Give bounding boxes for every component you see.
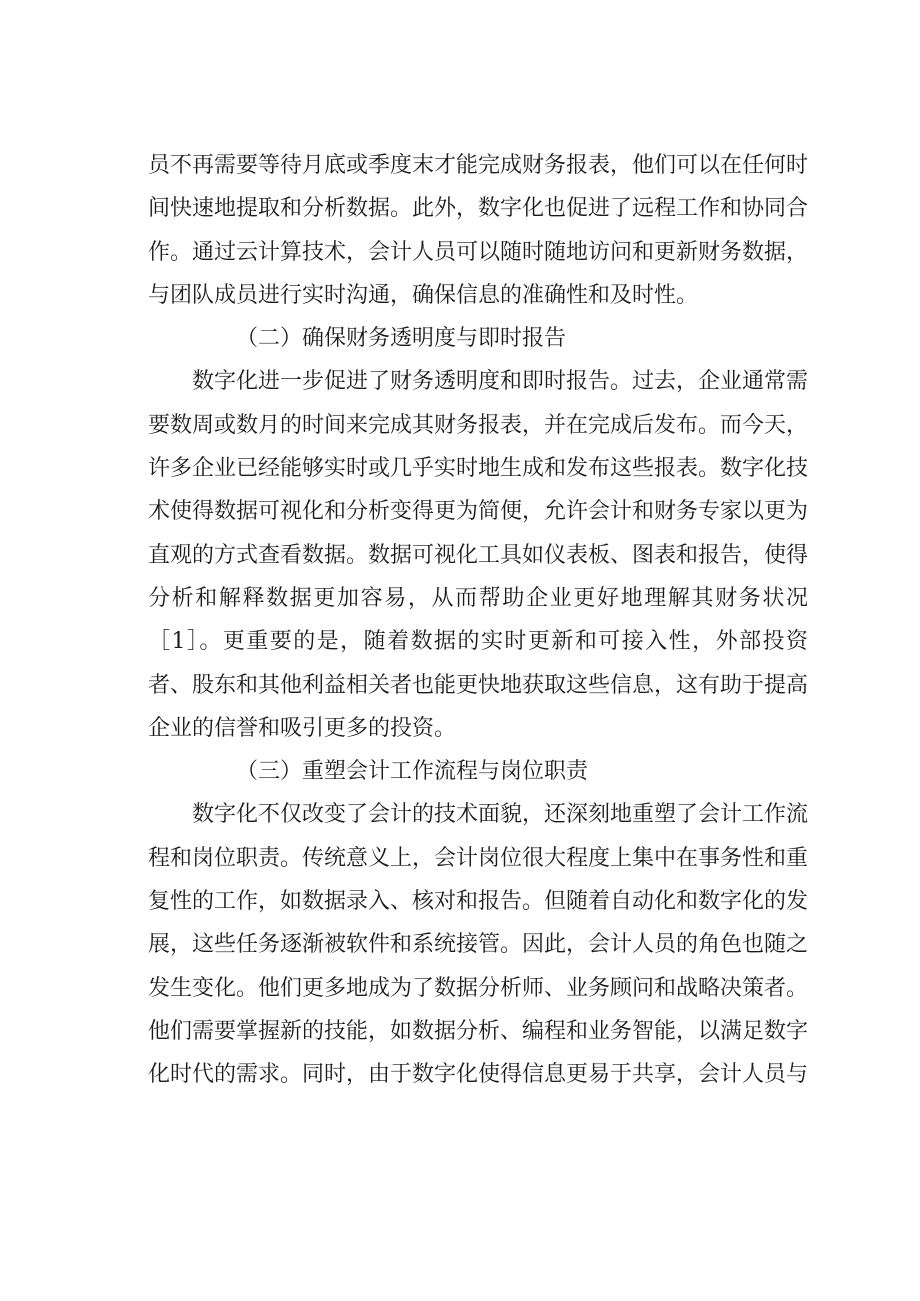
section-heading-2-text: （二）确保财务透明度与即时报告 bbox=[236, 326, 567, 352]
paragraph-transparency: 数字化进一步促进了财务透明度和即时报告。过去，企业通常需要数周或数月的时间来完成其财务报表，并在完成后发布。而今天，许多企业已经能够实时或几乎实时地生成和发布这些报表。数字化技术使得数据可视化和分析变得更为简便，允许会计和财务专家以更为直观的方式查看数据。数据可视化工具如仪表板、图表和报告，使得分析和解释数据更加容易，从而帮助企业更好地理解其财务状况［1］。更重要的是，随着数据的实时更新和可接入性，外部投资者、股东和其他利益相关者也能更快地获取这些信息，这有助于提高企业的信誉和吸引更多的投资。 bbox=[148, 369, 809, 741]
section-heading-3 bbox=[148, 750, 808, 793]
section-heading-3-text: （三）重塑会计工作流程与岗位职责 bbox=[236, 759, 589, 785]
paragraph-workflow: 数字化不仅改变了会计的技术面貌，还深刻地重塑了会计工作流程和岗位职责。传统意义上，会计岗位很大程度上集中在事务性和重复性的工作，如数据录入、核对和报告。但随着自动化和数字化的发展，这些任务逐渐被软件和系统接管。因此，会计人员的角色也随之发生变化。他们更多地成为了数据分析师、业务顾问和战略决策者。他们需要掌握新的技能，如数据分析、编程和业务智能，以满足数字化时代的需求。同时，由于数字化使得信息更易于共享，会计人员与 bbox=[148, 802, 809, 1088]
paragraph-continuation: 员不再需要等待月底或季度末才能完成财务报表，他们可以在任何时间快速地提取和分析数据。此外，数字化也促进了远程工作和协同合作。通过云计算技术，会计人员可以随时随地访问和更新财务数据，与团队成员进行实时沟通，确保信息的准确性和及时性。 bbox=[148, 153, 809, 308]
document-body bbox=[148, 144, 808, 1097]
section-heading-2 bbox=[148, 317, 808, 360]
